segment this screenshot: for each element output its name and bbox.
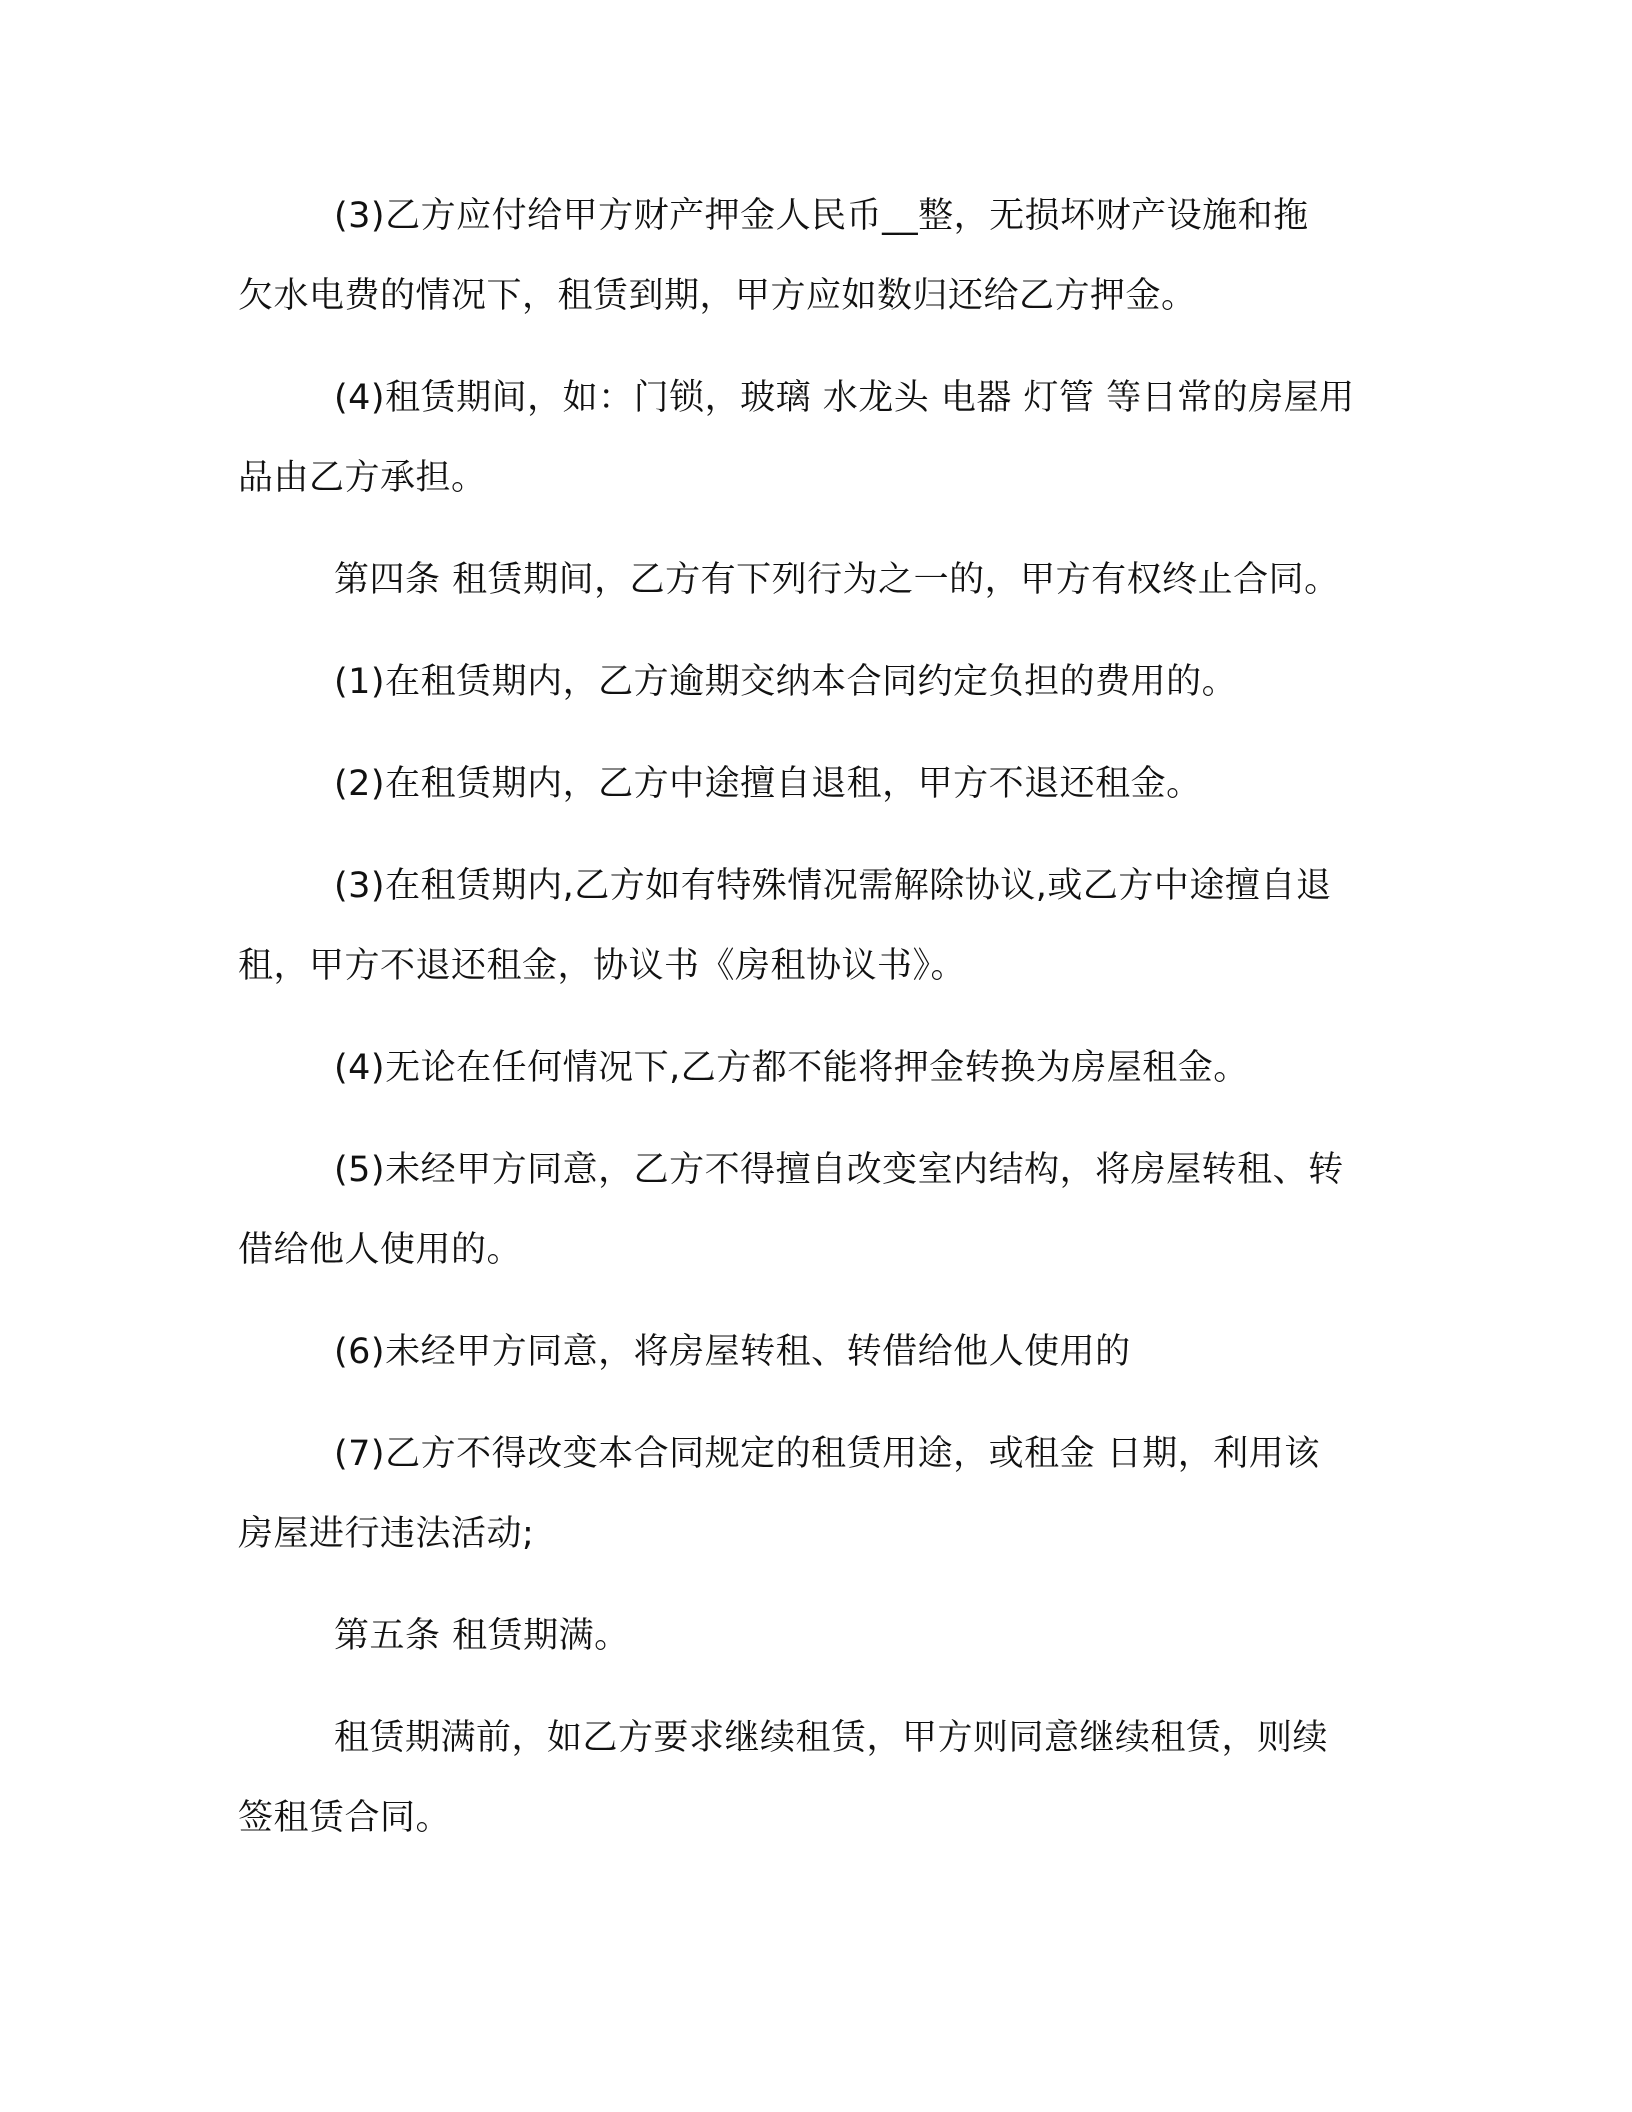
paragraph-renewal	[238, 1698, 1398, 1858]
text-line: (2)在租赁期内，乙方中途擅自退租，甲方不退还租金。	[334, 764, 1202, 804]
text-line: (3)在租赁期内,乙方如有特殊情况需解除协议,或乙方中途擅自退	[334, 866, 1332, 906]
text-line: 品由乙方承担。	[238, 458, 487, 498]
text-line: 房屋进行违法活动;	[238, 1514, 535, 1554]
paragraph-clause-6	[238, 1312, 1398, 1392]
text-line: (3)乙方应付给甲方财产押金人民币__整，无损坏财产设施和拖	[334, 196, 1309, 236]
paragraph-daily-items	[238, 358, 1398, 518]
text-line: 欠水电费的情况下，租赁到期，甲方应如数归还给乙方押金。	[238, 276, 1197, 316]
paragraph-clause-3	[238, 846, 1398, 1006]
text-line: 租，甲方不退还租金，协议书《房租协议书》。	[238, 946, 967, 986]
text-line: (4)无论在任何情况下,乙方都不能将押金转换为房屋租金。	[334, 1048, 1249, 1088]
text-line: (1)在租赁期内，乙方逾期交纳本合同约定负担的费用的。	[334, 662, 1238, 702]
text-line: (5)未经甲方同意，乙方不得擅自改变室内结构，将房屋转租、转	[334, 1150, 1344, 1190]
paragraph-clause-5	[238, 1130, 1398, 1290]
text-line: 签租赁合同。	[238, 1798, 452, 1838]
text-line: 租赁期满前，如乙方要求继续租赁，甲方则同意继续租赁，则续	[334, 1718, 1329, 1758]
text-line: 第四条 租赁期间，乙方有下列行为之一的，甲方有权终止合同。	[334, 560, 1340, 600]
paragraph-deposit	[238, 176, 1398, 336]
paragraph-clause-7	[238, 1414, 1398, 1574]
paragraph-clause-1	[238, 642, 1398, 722]
paragraph-clause-4	[238, 1028, 1398, 1108]
article-four-heading	[238, 540, 1398, 620]
article-five-heading	[238, 1596, 1398, 1676]
text-line: 借给他人使用的。	[238, 1230, 523, 1270]
text-line: (6)未经甲方同意，将房屋转租、转借给他人使用的	[334, 1332, 1131, 1372]
text-line: 第五条 租赁期满。	[334, 1616, 630, 1656]
text-line: (4)租赁期间，如：门锁，玻璃 水龙头 电器 灯管 等日常的房屋用	[334, 378, 1355, 418]
text-line: (7)乙方不得改变本合同规定的租赁用途，或租金 日期，利用该	[334, 1434, 1320, 1474]
paragraph-clause-2	[238, 744, 1398, 824]
